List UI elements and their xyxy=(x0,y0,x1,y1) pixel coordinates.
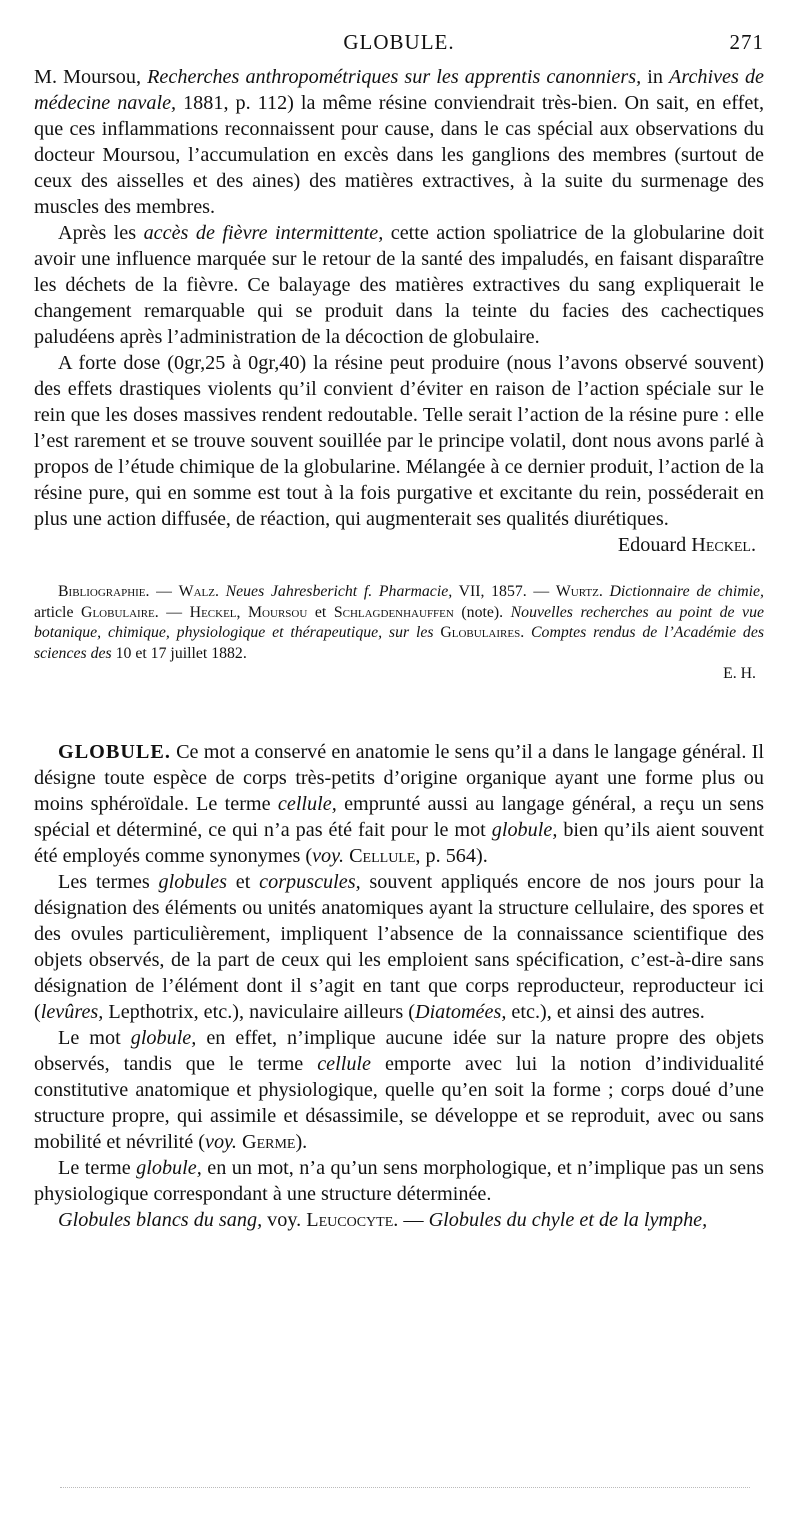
page-number: 271 xyxy=(729,30,764,54)
italic-term: corpuscules, xyxy=(259,870,361,893)
italic-term: voy. xyxy=(204,1130,237,1153)
signature-first: Edouard xyxy=(617,534,692,556)
text-span: in xyxy=(641,66,669,88)
italic-term: voy. xyxy=(312,844,345,867)
italic-term: Globules du chyle et de la lymphe, xyxy=(428,1208,708,1231)
text-span: ). xyxy=(295,1130,308,1153)
italic-term: Globules blancs du sang, xyxy=(58,1208,263,1231)
text-span: et xyxy=(307,603,334,621)
text-span: et xyxy=(226,870,260,893)
signature-last: Heckel. xyxy=(691,534,756,556)
italic-term: globule, xyxy=(136,1156,202,1179)
text-span: bien qu’ils aient souvent été employés comme synonymes ( xyxy=(34,818,765,867)
italic-term: cellule, xyxy=(277,792,337,815)
section-gap xyxy=(34,685,764,739)
italic-term: levûres, xyxy=(40,1000,104,1023)
text-span: article xyxy=(34,603,82,621)
text-span: M. Moursou, xyxy=(34,66,148,88)
paragraph-fievre xyxy=(34,220,764,350)
text-span: en effet, n’implique aucune idée sur la nature propre des objets observés, tandis que le terme xyxy=(34,1026,764,1075)
cross-reference: Germe xyxy=(236,1130,296,1153)
text-span: Le mot xyxy=(58,1026,131,1049)
text-span: — xyxy=(398,1208,429,1231)
italic-term: globules xyxy=(158,870,227,893)
text-span: 1881, p. 112) la même résine conviendrait très-bien. On sait, en effet, que ces inflammations reconnaissent pour cause, dans le cas spécial aux observations du docteur Moursou, l’accumulation en excès dans les ganglions des membres (surtout de ceux des aisselles et des aines) des matières extractives, à la suite du surmenage des muscles des membres. xyxy=(34,92,764,218)
text-span: Ce mot a conservé en anatomie le sens qu’il a dans le langage général. Il désigne toute espèce de corps très-petits d’origine organique ayant une forme plus ou moins sphéroïdale. Le terme xyxy=(34,740,764,815)
cross-reference: Cellule, xyxy=(344,844,421,867)
bibliography-initials: E. H. xyxy=(723,665,756,682)
author-name: Wurtz. xyxy=(555,583,603,600)
text-span: Lepthotrix, etc.), naviculaire ailleurs ( xyxy=(103,1000,415,1023)
italic-term: cellule xyxy=(317,1052,372,1075)
bibliography-text xyxy=(34,582,764,664)
italic-term: globule, xyxy=(130,1026,197,1049)
text-span: p. 564). xyxy=(420,844,488,867)
text-span: emporte avec lui la notion d’individualité constitutive anatomique et physiologique, quelle qu’en soit la forme ; corps doué d’une structure propre, qui assimile et désassimile, se développe et se reproduit, avec ou sans mobilité et névrilité ( xyxy=(34,1052,765,1153)
italic-title: Archives de médecine navale, xyxy=(34,66,765,114)
paragraph-forte-dose: A forte dose (0gr,25 à 0gr,40) la résine peut produire (nous l’avons observé souvent) des effets drastiques violents qu’il convient d’éviter en raison de l’action spéciale sur le rein que les doses massives rendent redoutable. Telle serait l’action de la résine pure : elle l’est rarement et se trouve souvent souillée par le principe volatil, dont nous avons parlé à propos de l’étude chimique de la globularine. Mélangée à ce dernier produit, l’action de la résine pure, qui en somme est tout à la fois purgative et excitante du rein, posséderait en plus une action diffusée, de réaction, qui augmenterait ses qualités diurétiques. xyxy=(34,352,764,530)
paragraph-termes xyxy=(34,869,764,1025)
text-span: cette action spoliatrice de la globularine doit avoir une influence marquée sur le retour de la santé des impaludés, en faisant disparaître les déchets de la fièvre. Ce balayage des matières extractives du sang expliquerait le changement remarquable qui se produit dans la teinte du facies des cachectiques paludéens après l’administration de la décoction de globulaire. xyxy=(34,222,764,348)
italic-title: Comptes rendus de l’Académie des sciences des xyxy=(34,624,764,662)
author-name: Heckel, Moursou xyxy=(189,603,308,621)
italic-term: accès de fièvre intermittente, xyxy=(143,222,384,244)
cross-reference: Leucocyte. xyxy=(306,1208,399,1231)
entry-headword: GLOBULE. xyxy=(58,740,171,763)
text-span: — xyxy=(149,583,179,600)
italic-term: globule, xyxy=(491,818,558,841)
paragraph-moursou xyxy=(34,64,764,220)
text-span: — xyxy=(158,603,190,621)
bottom-bleed-line xyxy=(60,1487,750,1488)
paragraph-globule-definition xyxy=(34,739,764,869)
article-name: Globulaire. xyxy=(81,603,159,621)
running-title: GLOBULE. xyxy=(343,30,455,54)
italic-title: Nouvelles recherches au point de vue botanique, chimique, physiologique et thérapeutique, sur les xyxy=(34,603,764,641)
italic-title: Dictionnaire de chimie, xyxy=(602,583,764,600)
text-span: VII, 1857. — xyxy=(452,583,556,600)
bibliography-label: Bibliographie. xyxy=(58,583,150,600)
text-span: Le terme xyxy=(58,1156,137,1179)
bibliography xyxy=(34,582,764,685)
author-signature xyxy=(34,532,756,558)
italic-title: Neues Jahresbericht f. Pharmacie, xyxy=(218,583,453,600)
text-span: (note). xyxy=(453,603,511,621)
paragraph-globules-blancs xyxy=(34,1207,764,1233)
italic-term: Diatomées, xyxy=(414,1000,507,1023)
text-span: emprunté aussi au langage général, a reçu un sens spécial et déterminé, ce qui n’a pas été fait pour le mot xyxy=(34,792,764,841)
paragraph-mot-globule xyxy=(34,1025,764,1155)
italic-title: Recherches anthropométriques sur les apprentis canonniers, xyxy=(147,66,642,88)
author-name: Walz. xyxy=(178,583,219,600)
text-span: etc.), et ainsi des autres. xyxy=(506,1000,705,1023)
text-span: souvent appliqués encore de nos jours pour la désignation des éléments ou unités anatomiques ayant la structure cellulaire, des spores et des ovules particulièrement, impliquent l’absence de la connaissance scientifique des objets observés, de la part de ceux qui les emploient sans spécification, c’est-à-dire sans désignation de l’élément dont il s’agit en tant que corps reproducteur, reproducteur ici ( xyxy=(34,870,764,1023)
text-span: en un mot, n’a qu’un sens morphologique, et n’implique pas un sens physiologique correspondant à une structure déterminée. xyxy=(34,1156,764,1205)
article-name: Globulaires. xyxy=(440,624,525,641)
text-span: 10 et 17 juillet 1882. xyxy=(111,644,247,662)
running-head xyxy=(34,30,764,64)
text-span: voy. xyxy=(262,1208,307,1231)
author-name: Schlagdenhauffen xyxy=(333,603,454,621)
text-span: Après les xyxy=(58,222,144,244)
paragraph-morphologique xyxy=(34,1155,764,1207)
text-span: Les termes xyxy=(58,870,159,893)
document-page xyxy=(34,30,764,1233)
